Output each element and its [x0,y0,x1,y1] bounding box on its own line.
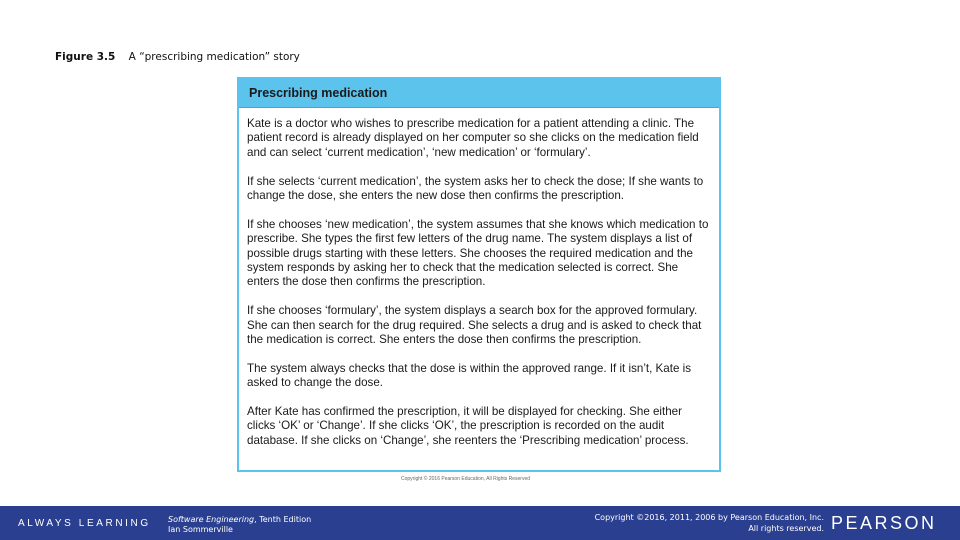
book-info [168,515,311,535]
book-edition: , Tenth Edition [254,515,312,524]
figure-label: Figure 3.5 [55,51,116,63]
story-paragraph: If she chooses ‘formulary’, the system displays a search box for the approved formulary. She can then search for the drug required. She selects a drug and is asked to check that the medication is correct. She enters the dose then confirms the prescription. [247,304,702,347]
copyright-notice [595,512,824,534]
figure-credit: Copyright © 2016 Pearson Education, All Rights Reserved [401,476,531,482]
tagline: ALWAYS LEARNING [18,518,151,529]
figure-title: A “prescribing medication” story [128,51,300,63]
story-paragraph: After Kate has confirmed the prescription, it will be displayed for checking. She either clicks ‘OK’ or ‘Change’. If she clicks ‘OK’, the prescription is recorded on the audit database. If she clicks on ‘Change’, she reenters the ‘Prescribing medication’ process. [247,405,689,447]
story-paragraph: If she chooses ‘new medication’, the system assumes that she knows which medication to prescribe. She types the first few letters of the drug name. The system displays a list of possible drugs starting with these letters. She chooses the required medication and the system responds by asking her to check that the medication selected is correct. She enters the dose then confirms the prescription. [247,217,709,289]
story-paragraph: The system always checks that the dose is within the approved range. If it isn’t, Kate is asked to change the dose. [247,361,691,390]
book-author: Ian Sommerville [168,525,233,534]
story-header: Prescribing medication [239,79,719,108]
copyright-line: Copyright ©2016, 2011, 2006 by Pearson Education, Inc. [594,513,824,522]
footer-bar [0,506,960,540]
figure-caption [55,51,300,63]
story-paragraph: If she selects ‘current medication’, the system asks her to check the dose; If she wants to change the dose, she enters the new dose then confirms the prescription. [247,174,704,203]
copyright-line: All rights reserved. [748,524,824,533]
story-body [239,108,719,448]
book-title: Software Engineering [168,515,255,524]
story-paragraph: Kate is a doctor who wishes to prescribe medication for a patient attending a clinic. The patient record is already displayed on her computer so she clicks on the medication field and can select ‘current medication’, ‘new medication’ or ‘formulary’. [247,117,699,159]
pearson-logo: PEARSON [831,513,937,533]
story-box [237,77,721,472]
